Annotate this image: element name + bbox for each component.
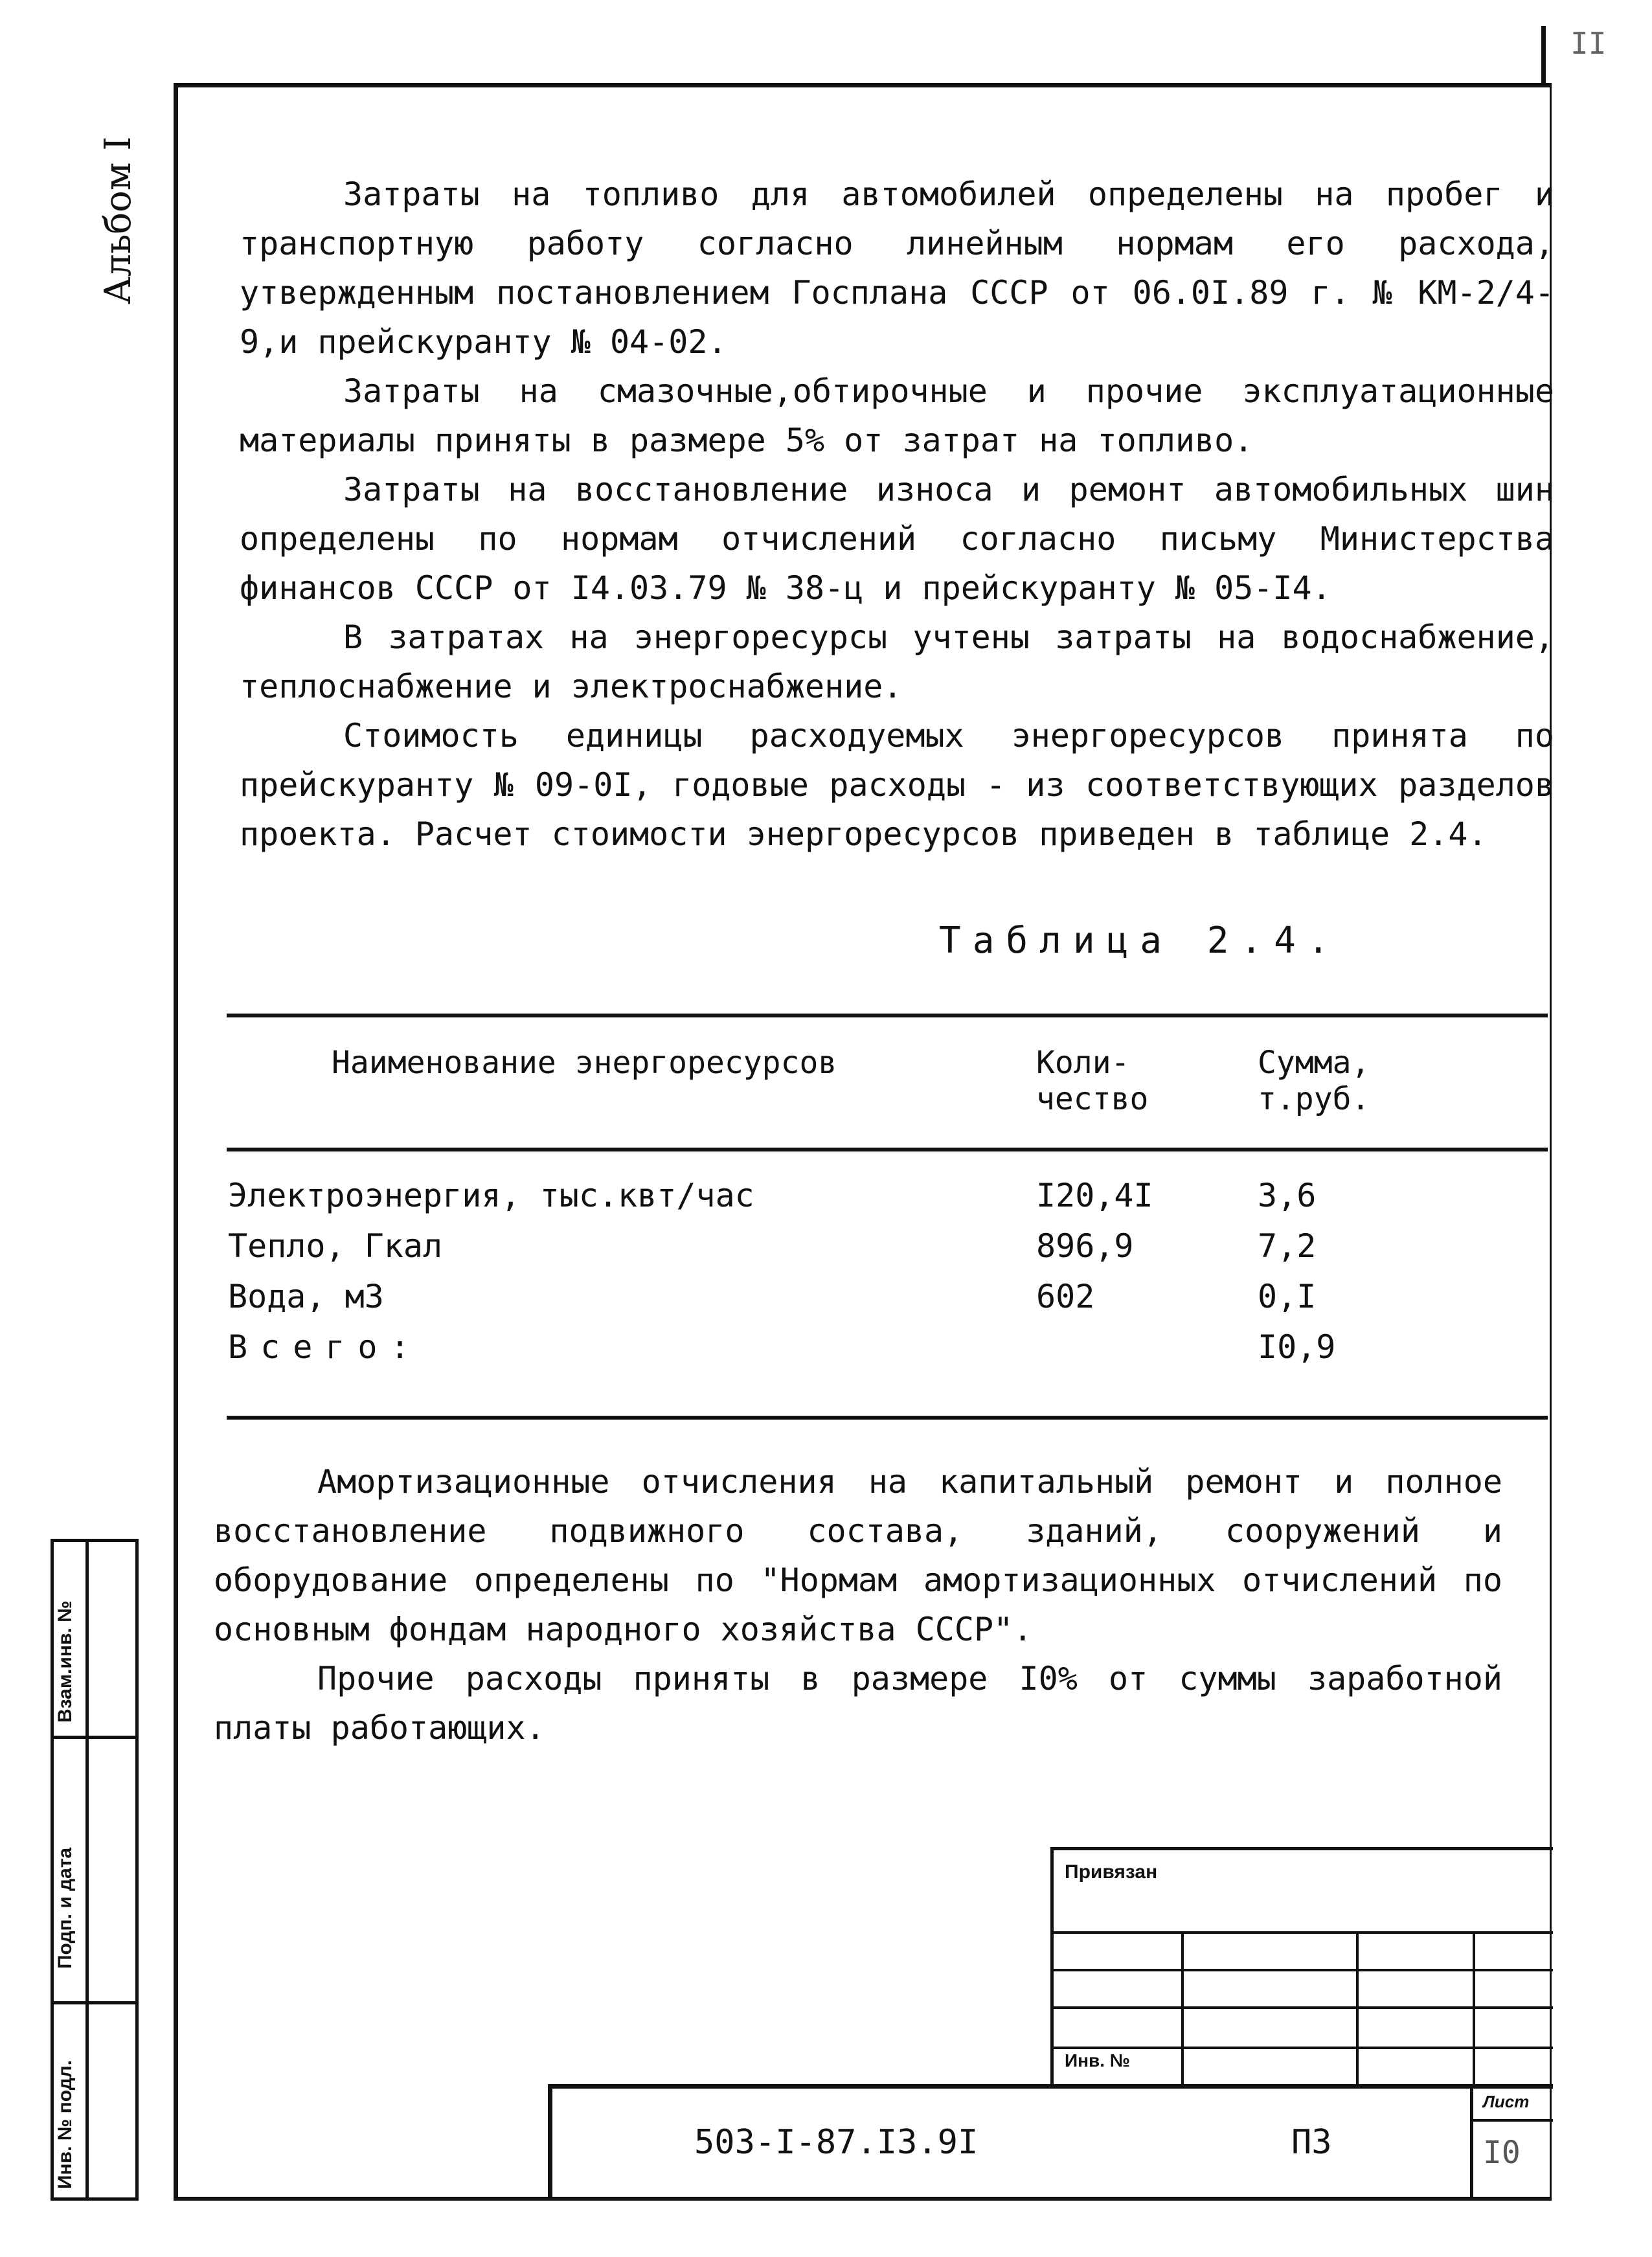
side-label-podp-data: Подп. и дата	[54, 1847, 76, 1969]
corner-page-number: II	[1570, 26, 1607, 61]
header-name: Наименование энергоресурсов	[332, 1045, 837, 1081]
corner-tick-mark	[1541, 26, 1546, 87]
side-strip-row-1	[51, 1736, 139, 1739]
stamp-row-line-1	[1050, 1931, 1553, 1934]
row-water-sum: 0,I	[1258, 1278, 1317, 1315]
row-heat-name: Тепло, Гкал	[228, 1227, 443, 1265]
header-quantity-line1: Коли-	[1036, 1045, 1130, 1081]
paragraph-energy: В затратах на энергоресурсы учтены затраты на водоснабжение, теплоснабжение и электроснабжение.	[240, 618, 1554, 705]
row-heat-sum: 7,2	[1258, 1227, 1317, 1265]
paragraph-other-costs: Прочие расходы приняты в размере I0% от суммы заработной платы работающих.	[214, 1660, 1502, 1747]
paragraph-tires: Затраты на восстановление износа и ремонт автомобильных шин определены по нормам отчислений согласно письму Министерства финансов СССР от I4.03.79 № 38-ц и прейскуранту № 05-I4.	[240, 471, 1554, 607]
stamp-row-line-2	[1050, 1969, 1553, 1971]
stamp-section: ПЗ	[1291, 2123, 1332, 2162]
table-bottom-rule	[227, 1416, 1548, 1420]
paragraph-lubricants: Затраты на смазочные,обтирочные и прочие эксплуатационные материалы приняты в размере 5% от затрат на топливо.	[240, 372, 1554, 459]
row-water-quantity: 602	[1036, 1278, 1095, 1315]
row-water-name: Вода, м3	[228, 1278, 384, 1315]
stamp-left-line	[1050, 1847, 1054, 2087]
stamp-col-line-2	[1356, 1931, 1359, 2087]
side-strip-row-2	[51, 2001, 139, 2004]
row-total-name: Всего:	[228, 1328, 423, 1366]
table-caption: Таблица 2.4.	[939, 920, 1341, 962]
stamp-sheet-number: I0	[1483, 2135, 1521, 2171]
stamp-sheet-label: Лист	[1483, 2092, 1530, 2111]
side-strip-divider	[85, 1539, 89, 2201]
side-label-inv-podl: Инв. № подл.	[54, 2059, 76, 2189]
stamp-sheet-line	[1470, 2119, 1553, 2122]
table-top-rule	[227, 1014, 1548, 1017]
stamp-col-line-3	[1473, 1931, 1475, 2087]
stamp-privyazan: Привязан	[1065, 1861, 1158, 1883]
paragraph-energy-cost: Стоимость единицы расходуемых энергоресурсов принята по прейскуранту № 09-0I, годовые расходы - из соответствующих разделов проекта. Расчет стоимости энергоресурсов приведен в таблице 2.4.	[240, 717, 1554, 853]
paragraph-fuel-costs: Затраты на топливо для автомобилей определены на пробег и транспортную работу согласно линейным нормам его расхода, утвержденным постановлением Госплана СССР от 06.0I.89 г. № КМ-2/4-9,и прейскуранту № 04-02.	[240, 176, 1554, 361]
row-electricity-name: Электроэнергия, тыс.квт/час	[228, 1177, 754, 1214]
header-quantity-line2: чество	[1036, 1081, 1149, 1117]
paragraph-amortization: Амортизационные отчисления на капитальный ремонт и полное восстановление подвижного состава, зданий, сооружений и оборудование определены по "Нормам амортизационных отчислений по основным фондам народного хозяйства СССР".	[214, 1463, 1502, 1648]
row-heat-quantity: 896,9	[1036, 1227, 1134, 1265]
stamp-top-line	[1050, 1847, 1553, 1850]
row-electricity-sum: 3,6	[1258, 1177, 1317, 1214]
stamp-row-line-4	[1050, 2047, 1553, 2049]
header-sum-line2: т.руб.	[1258, 1081, 1370, 1117]
header-sum-line1: Сумма,	[1258, 1045, 1370, 1081]
album-label: Альбом I	[97, 136, 139, 304]
stamp-sheet-divider	[1470, 2084, 1473, 2198]
row-total-sum: I0,9	[1258, 1328, 1336, 1366]
stamp-row-line-3	[1050, 2006, 1553, 2009]
row-electricity-quantity: I20,4I	[1036, 1177, 1153, 1214]
table-header-rule	[227, 1148, 1548, 1151]
stamp-inv-no: Инв. №	[1065, 2050, 1131, 2070]
stamp-code-top-line	[548, 2084, 1553, 2089]
side-label-vzam-inv: Взам.инв. №	[54, 1600, 76, 1723]
stamp-code-left-line	[548, 2084, 552, 2198]
stamp-col-line-1	[1181, 1931, 1184, 2087]
stamp-doc-code: 503-I-87.I3.9I	[694, 2123, 979, 2162]
